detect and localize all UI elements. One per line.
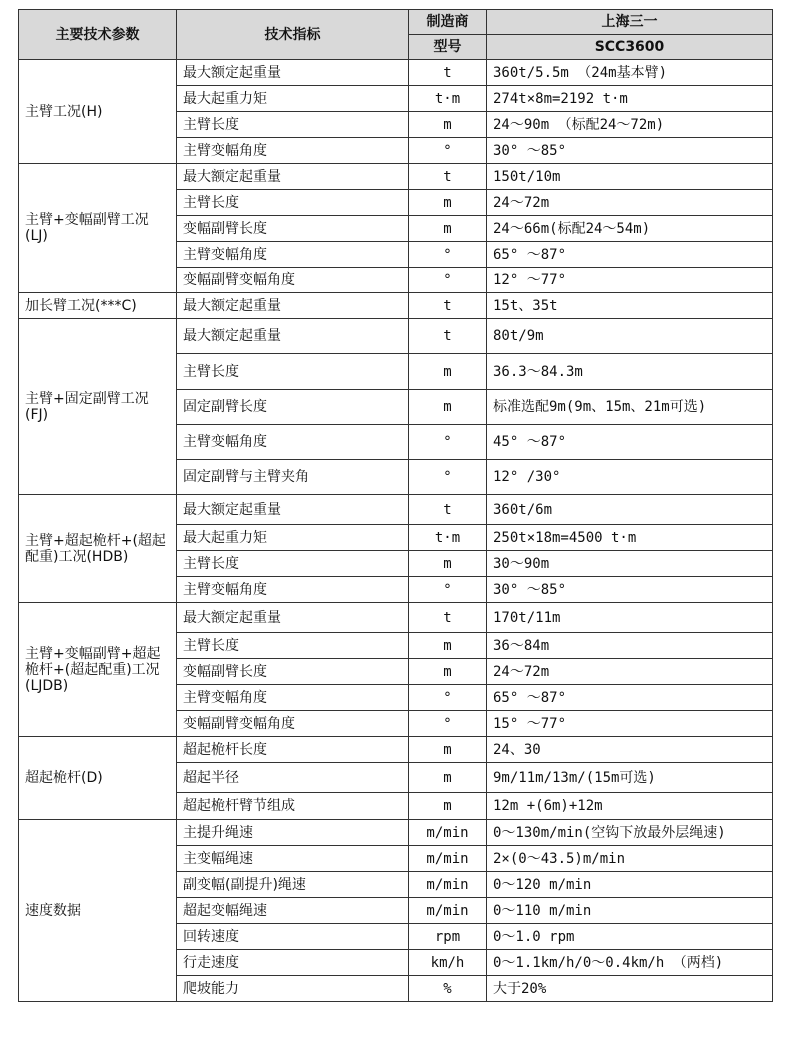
value-cell: 12m +(6m)+12m	[487, 793, 773, 820]
header-model: SCC3600	[487, 35, 773, 60]
unit-cell: m	[409, 737, 487, 763]
item-cell: 主臂变幅角度	[177, 425, 409, 460]
group-name: 加长臂工况(***C)	[19, 293, 177, 319]
value-cell: 36～84m	[487, 633, 773, 659]
item-cell: 超起半径	[177, 763, 409, 793]
table-row	[19, 737, 773, 763]
unit-cell: %	[409, 976, 487, 1002]
unit-cell: m	[409, 112, 487, 138]
group-name: 主臂+变幅副臂工况(LJ)	[19, 164, 177, 293]
unit-cell: m/min	[409, 820, 487, 846]
item-cell: 变幅副臂长度	[177, 659, 409, 685]
item-cell: 超起桅杆臂节组成	[177, 793, 409, 820]
value-cell: 0～110 m/min	[487, 898, 773, 924]
unit-cell: t	[409, 495, 487, 525]
table-row	[19, 495, 773, 525]
item-cell: 主提升绳速	[177, 820, 409, 846]
header-main-param: 主要技术参数	[19, 10, 177, 60]
header-tech-index: 技术指标	[177, 10, 409, 60]
item-cell: 主臂长度	[177, 633, 409, 659]
unit-cell: m	[409, 763, 487, 793]
item-cell: 主臂长度	[177, 112, 409, 138]
value-cell: 36.3～84.3m	[487, 354, 773, 390]
value-cell: 24、30	[487, 737, 773, 763]
value-cell: 360t/6m	[487, 495, 773, 525]
table-row	[19, 164, 773, 190]
value-cell: 360t/5.5m （24m基本臂)	[487, 60, 773, 86]
value-cell: 30～90m	[487, 551, 773, 577]
value-cell: 标准选配9m(9m、15m、21m可选)	[487, 390, 773, 425]
item-cell: 主臂变幅角度	[177, 138, 409, 164]
header-row-1	[19, 10, 773, 35]
value-cell: 170t/11m	[487, 603, 773, 633]
value-cell: 9m/11m/13m/(15m可选)	[487, 763, 773, 793]
unit-cell: m	[409, 659, 487, 685]
unit-cell: m	[409, 216, 487, 242]
unit-cell: km/h	[409, 950, 487, 976]
group-name: 超起桅杆(D)	[19, 737, 177, 820]
item-cell: 最大额定起重量	[177, 293, 409, 319]
item-cell: 行走速度	[177, 950, 409, 976]
unit-cell: t	[409, 319, 487, 354]
unit-cell: °	[409, 685, 487, 711]
value-cell: 0～120 m/min	[487, 872, 773, 898]
unit-cell: m/min	[409, 898, 487, 924]
value-cell: 30° ～85°	[487, 138, 773, 164]
item-cell: 回转速度	[177, 924, 409, 950]
unit-cell: t	[409, 164, 487, 190]
item-cell: 最大额定起重量	[177, 495, 409, 525]
value-cell: 0～1.1km/h/0～0.4km/h （两档)	[487, 950, 773, 976]
unit-cell: m	[409, 793, 487, 820]
unit-cell: m	[409, 633, 487, 659]
value-cell: 0～1.0 rpm	[487, 924, 773, 950]
unit-cell: m	[409, 190, 487, 216]
unit-cell: m	[409, 551, 487, 577]
value-cell: 2×(0～43.5)m/min	[487, 846, 773, 872]
value-cell: 12° /30°	[487, 460, 773, 495]
table-row	[19, 603, 773, 633]
item-cell: 超起桅杆长度	[177, 737, 409, 763]
value-cell: 65° ～87°	[487, 242, 773, 268]
unit-cell: m	[409, 390, 487, 425]
table-row	[19, 60, 773, 86]
value-cell: 15t、35t	[487, 293, 773, 319]
item-cell: 最大起重力矩	[177, 525, 409, 551]
spec-table	[18, 9, 773, 1002]
item-cell: 固定副臂与主臂夹角	[177, 460, 409, 495]
item-cell: 爬坡能力	[177, 976, 409, 1002]
value-cell: 24～90m （标配24～72m)	[487, 112, 773, 138]
unit-cell: t	[409, 293, 487, 319]
item-cell: 变幅副臂长度	[177, 216, 409, 242]
item-cell: 主臂长度	[177, 354, 409, 390]
value-cell: 45° ～87°	[487, 425, 773, 460]
unit-cell: m	[409, 354, 487, 390]
value-cell: 15° ～77°	[487, 711, 773, 737]
item-cell: 主臂长度	[177, 551, 409, 577]
unit-cell: t	[409, 603, 487, 633]
item-cell: 变幅副臂变幅角度	[177, 268, 409, 293]
value-cell: 24～72m	[487, 190, 773, 216]
unit-cell: rpm	[409, 924, 487, 950]
value-cell: 150t/10m	[487, 164, 773, 190]
item-cell: 最大额定起重量	[177, 603, 409, 633]
unit-cell: °	[409, 268, 487, 293]
unit-cell: t·m	[409, 525, 487, 551]
table-row	[19, 820, 773, 846]
unit-cell: °	[409, 242, 487, 268]
item-cell: 超起变幅绳速	[177, 898, 409, 924]
unit-cell: m/min	[409, 846, 487, 872]
header-manufacturer: 上海三一	[487, 10, 773, 35]
item-cell: 副变幅(副提升)绳速	[177, 872, 409, 898]
item-cell: 最大额定起重量	[177, 164, 409, 190]
item-cell: 主臂长度	[177, 190, 409, 216]
item-cell: 主臂变幅角度	[177, 577, 409, 603]
group-name: 主臂+固定副臂工况(FJ)	[19, 319, 177, 495]
unit-cell: t·m	[409, 86, 487, 112]
item-cell: 最大额定起重量	[177, 60, 409, 86]
item-cell: 主变幅绳速	[177, 846, 409, 872]
value-cell: 250t×18m=4500 t·m	[487, 525, 773, 551]
group-name: 主臂+超起桅杆+(超起配重)工况(HDB)	[19, 495, 177, 603]
table-row	[19, 293, 773, 319]
unit-cell: t	[409, 60, 487, 86]
value-cell: 24～66m(标配24～54m)	[487, 216, 773, 242]
group-name: 主臂工况(H)	[19, 60, 177, 164]
unit-cell: °	[409, 138, 487, 164]
item-cell: 最大额定起重量	[177, 319, 409, 354]
unit-cell: °	[409, 460, 487, 495]
unit-cell: °	[409, 425, 487, 460]
item-cell: 主臂变幅角度	[177, 242, 409, 268]
item-cell: 固定副臂长度	[177, 390, 409, 425]
value-cell: 12° ～77°	[487, 268, 773, 293]
value-cell: 30° ～85°	[487, 577, 773, 603]
item-cell: 主臂变幅角度	[177, 685, 409, 711]
value-cell: 24～72m	[487, 659, 773, 685]
unit-cell: °	[409, 711, 487, 737]
value-cell: 65° ～87°	[487, 685, 773, 711]
item-cell: 变幅副臂变幅角度	[177, 711, 409, 737]
header-manufacturer-label: 制造商	[409, 10, 487, 35]
item-cell: 最大起重力矩	[177, 86, 409, 112]
unit-cell: °	[409, 577, 487, 603]
group-name: 主臂+变幅副臂+超起桅杆+(超起配重)工况(LJDB)	[19, 603, 177, 737]
header-model-label: 型号	[409, 35, 487, 60]
value-cell: 274t×8m=2192 t·m	[487, 86, 773, 112]
value-cell: 大于20%	[487, 976, 773, 1002]
unit-cell: m/min	[409, 872, 487, 898]
group-name: 速度数据	[19, 820, 177, 1002]
value-cell: 80t/9m	[487, 319, 773, 354]
table-row	[19, 319, 773, 354]
value-cell: 0～130m/min(空钩下放最外层绳速)	[487, 820, 773, 846]
